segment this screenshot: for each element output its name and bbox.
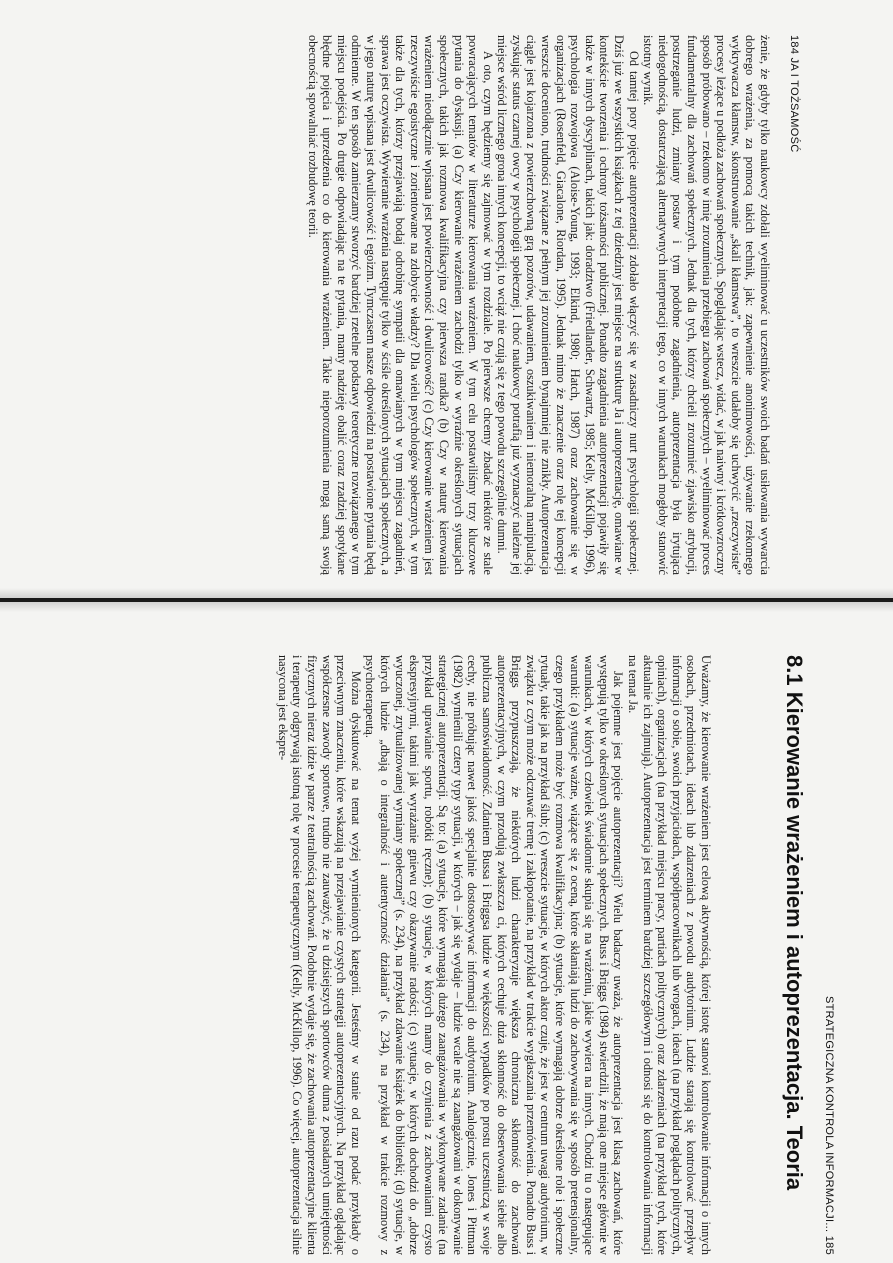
body-text — [275, 655, 713, 1255]
right-page-text-frame — [45, 655, 835, 1255]
paragraph: żenie, że gdyby tylko naukowcy zdołali wyeliminować u uczestników swoich badań usiłowania wywarcia dobrego wrażenia, za pomocą takich technik, jak: zapewnienie anonimowości, używanie rzekomego wykrywacza kłamstw, skonstruowanie „skali kłamstwa”, to wreszcie udałoby się uchwycić „rzeczywiste” procesy leżące u podłoża zachowań społecznych. Spoglądając wstecz, widać, w jak naiwny i krótkowzroczny sposób próbowano – rzekomo w imię zrozumienia przebiegu zachowań społecznych – wyeliminować proces fundamentalny dla zachowań społecznych. Jednak dla tych, którzy chcieli zrozumieć zjawisko atrybucji, postrzeganie ludzi, zmiany postaw i tym podobne zagadnienia, autoprezentacja była irytująca niedogodnością, dostarczającą alternatywnych interpretacji tego, co w innych warunkach mogłoby stanowić istotny wynik. — [641, 35, 772, 575]
paragraph: Można dyskutować na temat wyżej wymienionych kategorii. Jesteśmy w stanie od razu podać przykłady o przeciwnym znaczeniu, które wskazują na przejawianie czystych strategii autoprezentacyjnych. Na przykład oglądając współczesne zawody sportowe, trudno nie zauważyć, że u dzisiejszych sportowców duma z posiadanych umiejętności fizycznych nieraz idzie w parze z teatralnością zachowań. Podobnie wydaje się, że zachowania autoprezentacyjne klienta i terapeuty odgrywają istotną rolę w procesie terapeutycznym (Kelly, McKillop, 1996). Co więcej, autoprezentacja silnie nasycona jest ekspre- — [275, 655, 363, 1255]
paragraph: Uważamy, że kierowanie wrażeniem jest celową aktywnością, której istotę stanowi kontrolowanie informacji o innych osobach, przedmiotach, ideach lub zdarzeniach z powodu audytorium. Ludzie starają się kontrolować przepływ informacji o sobie, swoich przyjaciołach, współpracownikach lub wrogach, ideach (na przykład poglądach politycznych, opiniach), organizacjach (na przykład miejscu pracy, partiach politycznych) oraz zdarzeniach (na przykład tych, które aktualnie ich zajmują). Autoprezentacja jest terminem bardziej szczegółowym i odnosi się do kontrolowania informacji na temat Ja. — [626, 655, 713, 1255]
page-gutter — [0, 598, 893, 602]
running-head: 184 JA I TOŻSAMOŚĆ — [788, 35, 800, 153]
chapter-title: 8.1 Kierowanie wrażeniem i autoprezentacja. Teoria — [782, 655, 807, 1191]
running-head: STRATEGICZNA KONTROLA INFORMACJI... 185 — [823, 995, 835, 1255]
left-page-text-frame — [80, 35, 800, 575]
paragraph: Jak pojemne jest pojęcie autoprezentacji? Wielu badaczy uważa, że autoprezentacja jest klasą zachowań, które występują tylko w określonych sytuacjach społecznych. Buss i Briggs (1984) stwierdzili, że mają one miejsce głównie w warunkach, w których człowiek świadomie skupia się na wrażeniu, jakie wywiera na innych. Chodzi tu o następujące warunki: (a) sytuacje ważne, wiążące się z oceną, które skłaniają ludzi do zachowywania się w sposób pretensjonalny, czego przykładem może być rozmowa kwalifikacyjna; (b) sytuacje, które wymagają dobrze określone role i społeczne rytuały, takie jak na przykład ślub; (c) wreszcie sytuacje, w których aktor czuje, że jest w centrum uwagi audytorium, w związku z czym może odczuwać tremę i zakłopotanie, na przykład w trakcie wygłaszania przemówienia. Ponadto Buss i Briggs przypuszczają, że niektórych ludzi charakteryzuje większa chroniczna skłonność do zachowań autoprezentacyjnych, w czym przodują zwłaszcza ci, których cechuje duża skłonność do obserwowania siebie albo publiczna samoświadomość. Zdaniem Bussa i Briggsa ludzie w większości wypadków po prostu uczestniczą w swoje cechy, nie próbując nawet jakoś specjalnie dostosowywać informacji do audytorium. Analogicznie, Jones i Pittman (1982) wymienili cztery typy sytuacji, w których – jak się wydaje – ludzie wcale nie są zaangażowani w dokonywanie strategicznej autoprezentacji. Są to: (a) sytuacje, które wymagają dużego zaangażowania w wykonywane zadanie (na przykład uprawianie sportu, robótki ręczne); (b) sytuacje, w których mamy do czynienia z zachowaniami czysto ekspresyjnymi, takimi jak wyrażanie gniewu czy okazywanie radości; (c) sytuacje, w których dochodzi do „dobrze wyuczonej, zrytualizowanej wymiany społecznej” (s. 234), na przykład zdawanie książek do biblioteki; (d) sytuacje, w których ludzie „dbają o integralność i autentyczność działania” (s. 234), na przykład w trakcie rozmowy z psychoterapeutą. — [363, 655, 626, 1255]
left-page — [0, 0, 893, 597]
body-text — [305, 35, 772, 575]
paragraph: Od tamtej pory pojęcie autoprezentacji zdołało włączyć się w zasadniczy nurt psychologii społecznej. Dziś już we wszystkich książkach z tej dziedziny jest miejsce na strukturę Ja i autoprezentację, omawiane w kontekście tworzenia i ochrony tożsamości publicznej. Ponadto zagadnienia autoprezentacji pojawiły się także w innych dyscyplinach, takich jak: doradztwo (Friedlander, Schwartz, 1985; Kelly, McKillop, 1996), psychologia rozwojowa (Aloise-Young, 1993; Elkind, 1980; Hatch, 1987) oraz zachowanie się w organizacjach (Rosenfeld, Giacalone, Riordan, 1995). Jednak mimo że znaczenie oraz rolę tej koncepcji wreszcie doceniono, trudności związane z pełnym jej zrozumieniem bynajmniej nie znikły. Autoprezentacja ciągle jest kojarzona z powierzchowną grą pozorów, udawaniem, oszukiwaniem i niemoralną manipulacją, zyskując status czarnej owcy w psychologii społecznej. I choć naukowcy potrafią już wyznaczyć należne jej miejsce wśród licznego grona innych koncepcji, to wciąż nie czują się z tego powodu szczególnie dumni. — [495, 35, 641, 575]
paragraph: A oto, czym będziemy się zajmować w tym rozdziale. Po pierwsze chcemy zbadać niektóre ze stale powracających tematów w literaturze kierowania wrażeniem. W tym celu postawiliśmy trzy kluczowe pytania do dyskusji. (a) Czy kierowanie wrażeniem zachodzi tylko w wyraźnie określonych sytuacjach społecznych, takich jak rozmowa kwalifikacyjna czy pierwsza randka? (b) Czy w naturę kierowania wrażeniem nieodłącznie wpisana jest powierzchowność i dwulicowość? (c) Czy kierowanie wrażeniem jest rzeczywiście egoistyczne i zorientowane na zdobycie władzy? Dla wielu psychologów społecznych, w tym także dla tych, którzy przejawiają bodaj odrobinę sympatii dla omawianych w tym miejscu zagadnień, sprawa jest oczywista. Wywieranie wrażenia następuje tylko w ściśle określonych sytuacjach społecznych, a w jego naturę wpisana jest dwulicowość i egoizm. Tymczasem nasze odpowiedzi na postawione pytania będą odmienne. W ten sposób zamierzamy stworzyć bardziej rzetelne podstawy teoretyczne rozwiązanego w tym miejscu podejścia. Po drugie odpowiadając na te pytania, mamy nadzieję obalić coraz rzadziej spotykane błędne pojęcia i uprzedzenia co do kierowania wrażeniem. Takie nieporozumienia mogą samą swoją obecnością spowalniać rozbudowę teorii. — [305, 35, 495, 575]
